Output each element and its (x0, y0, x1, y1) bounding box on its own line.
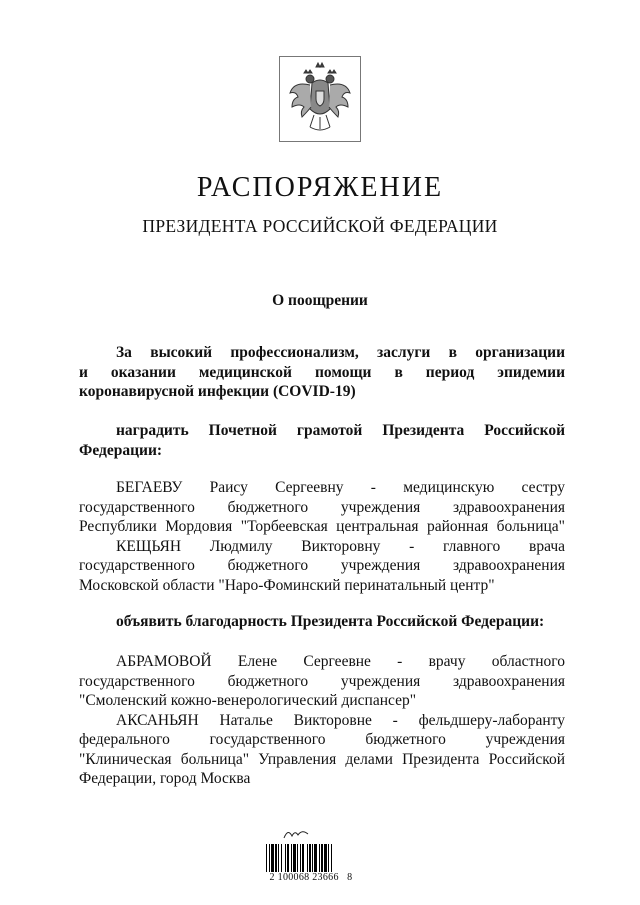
gratitude-section-line: объявить благодарность Президента Российской Федерации: (116, 613, 545, 630)
awardee-entry (79, 537, 565, 596)
awardee-list (79, 478, 565, 595)
document-title: РАСПОРЯЖЕНИЕ (196, 172, 444, 203)
preamble (79, 343, 565, 402)
awardee-entry (79, 478, 565, 537)
gratitude-line: государственного бюджетного учреждения здравоохранения (79, 672, 565, 690)
awardee-line: государственного бюджетного учреждения здравоохранения (79, 498, 565, 516)
awardee-line: БЕГАЕВУ Раису Сергеевну - медицинскую сестру (116, 479, 565, 496)
document-heading: О поощрении (272, 292, 368, 309)
barcode-block (262, 826, 360, 886)
awardee-line: Московской области "Наро-Фоминский перинатальный центр" (79, 576, 495, 594)
handwritten-mark-icon (282, 826, 310, 842)
barcode-number: 2 100068 23666 8 (269, 872, 353, 883)
gratitude-entry (79, 652, 565, 711)
awardee-line: Республики Мордовия "Торбеевская центральная районная больница" (79, 518, 565, 535)
double-headed-eagle-icon (280, 57, 360, 141)
gratitude-entry (79, 711, 565, 789)
award-section-line: наградить Почетной грамотой Президента Российской (116, 422, 565, 439)
awardee-line: государственного бюджетного учреждения здравоохранения (79, 557, 565, 574)
gratitude-line: федерального государственного бюджетного учреждения (79, 731, 565, 748)
document-subtitle: ПРЕЗИДЕНТА РОССИЙСКОЙ ФЕДЕРАЦИИ (142, 216, 498, 236)
gratitude-line: АБРАМОВОЙ Елене Сергеевне - врачу областного (116, 653, 565, 670)
barcode (266, 844, 352, 872)
gratitude-line: "Смоленский кожно-венерологический диспансер" (79, 692, 417, 709)
award-section-heading (79, 421, 565, 460)
preamble-line: и оказании медицинской помощи в период эпидемии (79, 363, 565, 381)
award-section-line: Федерации: (79, 441, 163, 459)
gratitude-line: "Клиническая больница" Управления делами Президента Российской (79, 750, 565, 768)
state-emblem (279, 56, 361, 142)
gratitude-line: АКСАНЬЯН Наталье Викторовне - фельдшеру-лаборанту (116, 711, 565, 729)
gratitude-line: Федерации, город Москва (79, 770, 251, 787)
preamble-line: коронавирусной инфекции (COVID-19) (79, 383, 356, 400)
awardee-line: КЕЩЬЯН Людмилу Викторовну - главного врача (116, 537, 565, 555)
gratitude-list (79, 652, 565, 789)
preamble-line: За высокий профессионализм, заслуги в организации (116, 344, 565, 361)
gratitude-section-heading (79, 612, 565, 632)
